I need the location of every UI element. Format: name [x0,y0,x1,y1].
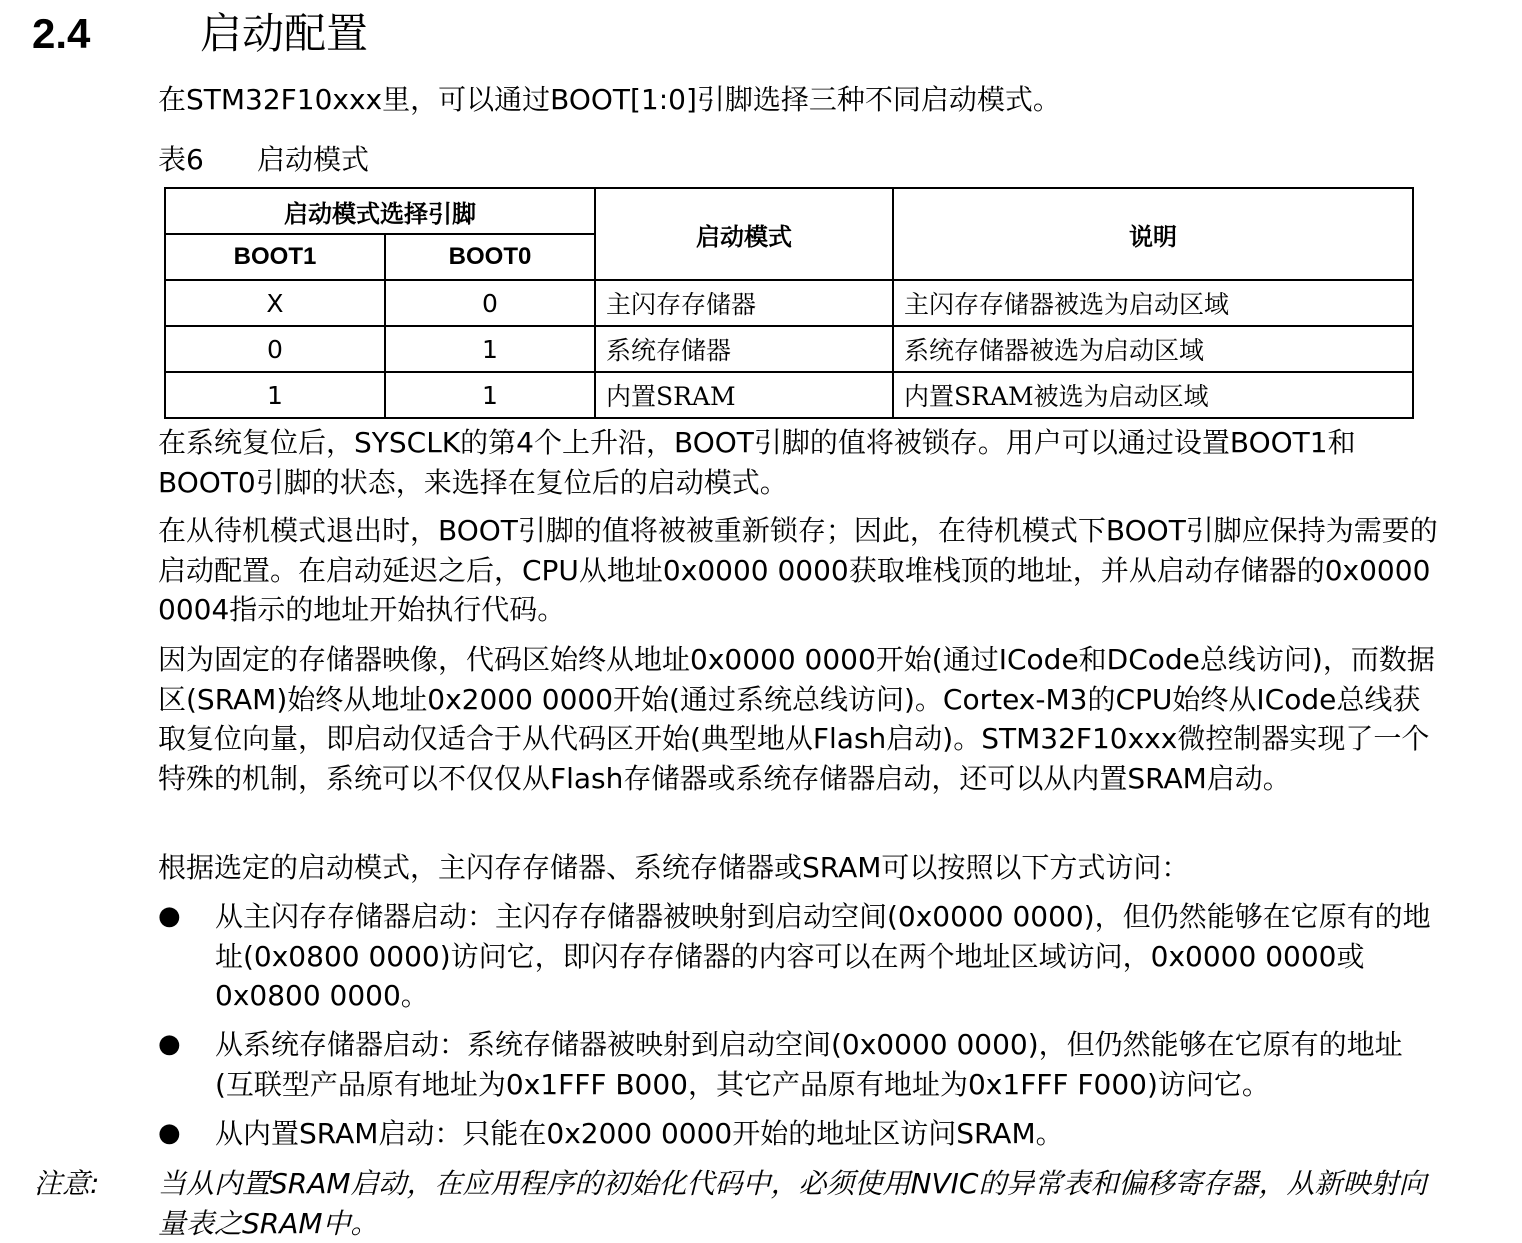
table-row [165,280,1413,326]
table-cell-boot1: 1 [165,372,385,418]
paragraph-standby: 在从待机模式退出时，BOOT引脚的值将被被重新锁存；因此，在待机模式下BOOT引脚应保持为需要的启动配置。在启动延迟之后，CPU从地址0x0000 0000获取堆栈顶的地址，并从启动存储器的0x0000 0004指示的地址开始执行代码。 [158,514,1438,626]
paragraph-latch: 在系统复位后，SYSCLK的第4个上升沿，BOOT引脚的值将被锁存。用户可以通过设置BOOT1和BOOT0引脚的状态，来选择在复位后的启动模式。 [158,426,1356,499]
note-text: 当从内置SRAM启动，在应用程序的初始化代码中，必须使用NVIC的异常表和偏移寄存器，从新映射向量表之SRAM中。 [158,1167,1427,1240]
section-title: 启动配置 [200,9,369,58]
table-cell-desc: 内置SRAM被选为启动区域 [893,372,1413,418]
bullet-system-memory: 从系统存储器启动：系统存储器被映射到启动空间(0x0000 0000)，但仍然能够在它原有的地址(互联型产品原有地址为0x1FFF B000，其它产品原有地址为0x1FFF F000)访问它。 [215,1028,1403,1101]
table-header-mode: 启动模式 [595,188,893,280]
table-header-boot1: BOOT1 [165,234,385,280]
table-row [165,326,1413,372]
table-caption-label: 表6 [158,143,204,176]
paragraph-memory-map: 因为固定的存储器映像，代码区始终从地址0x0000 0000开始(通过ICode和DCode总线访问)，而数据区(SRAM)始终从地址0x2000 0000开始(通过系统总线访问)。Cortex-M3的CPU始终从ICode总线获取复位向量，即启动仅适合于从代码区开始(典型地从Flash启动)。STM32F10xxx微控制器实现了一个特殊的机制，系统可以不仅仅从Flash存储器或系统存储器启动，还可以从内置SRAM启动。 [158,643,1435,795]
note-label: 注意: [34,1167,100,1200]
bullet-icon: ● [158,901,181,931]
table-cell-boot1: X [165,280,385,326]
table-cell-boot0: 1 [385,372,595,418]
table-group-header: 启动模式选择引脚 [165,188,595,234]
table-cell-mode: 主闪存存储器 [595,280,893,326]
table-caption-text: 启动模式 [257,143,370,176]
table-cell-mode: 系统存储器 [595,326,893,372]
bullet-main-flash: 从主闪存存储器启动：主闪存存储器被映射到启动空间(0x0000 0000)，但仍然能够在它原有的地址(0x0800 0000)访问它，即闪存存储器的内容可以在两个地址区域访问，0x0000 0000或0x0800 0000。 [215,900,1431,1012]
table-header-boot0: BOOT0 [385,234,595,280]
intro-paragraph: 在STM32F10xxx里，可以通过BOOT[1:0]引脚选择三种不同启动模式。 [158,83,1061,116]
boot-mode-table [164,187,1414,419]
table-cell-mode: 内置SRAM [595,372,893,418]
table-cell-boot0: 0 [385,280,595,326]
bullet-icon: ● [158,1029,181,1059]
table-cell-boot0: 1 [385,326,595,372]
table-cell-desc: 主闪存存储器被选为启动区域 [893,280,1413,326]
section-number: 2.4 [32,10,91,57]
table-header-desc: 说明 [893,188,1413,280]
bullet-sram: 从内置SRAM启动：只能在0x2000 0000开始的地址区访问SRAM。 [215,1117,1064,1150]
bullet-icon: ● [158,1118,181,1148]
table-row [165,372,1413,418]
paragraph-access-modes: 根据选定的启动模式，主闪存存储器、系统存储器或SRAM可以按照以下方式访问： [158,851,1190,884]
table-cell-boot1: 0 [165,326,385,372]
table-cell-desc: 系统存储器被选为启动区域 [893,326,1413,372]
